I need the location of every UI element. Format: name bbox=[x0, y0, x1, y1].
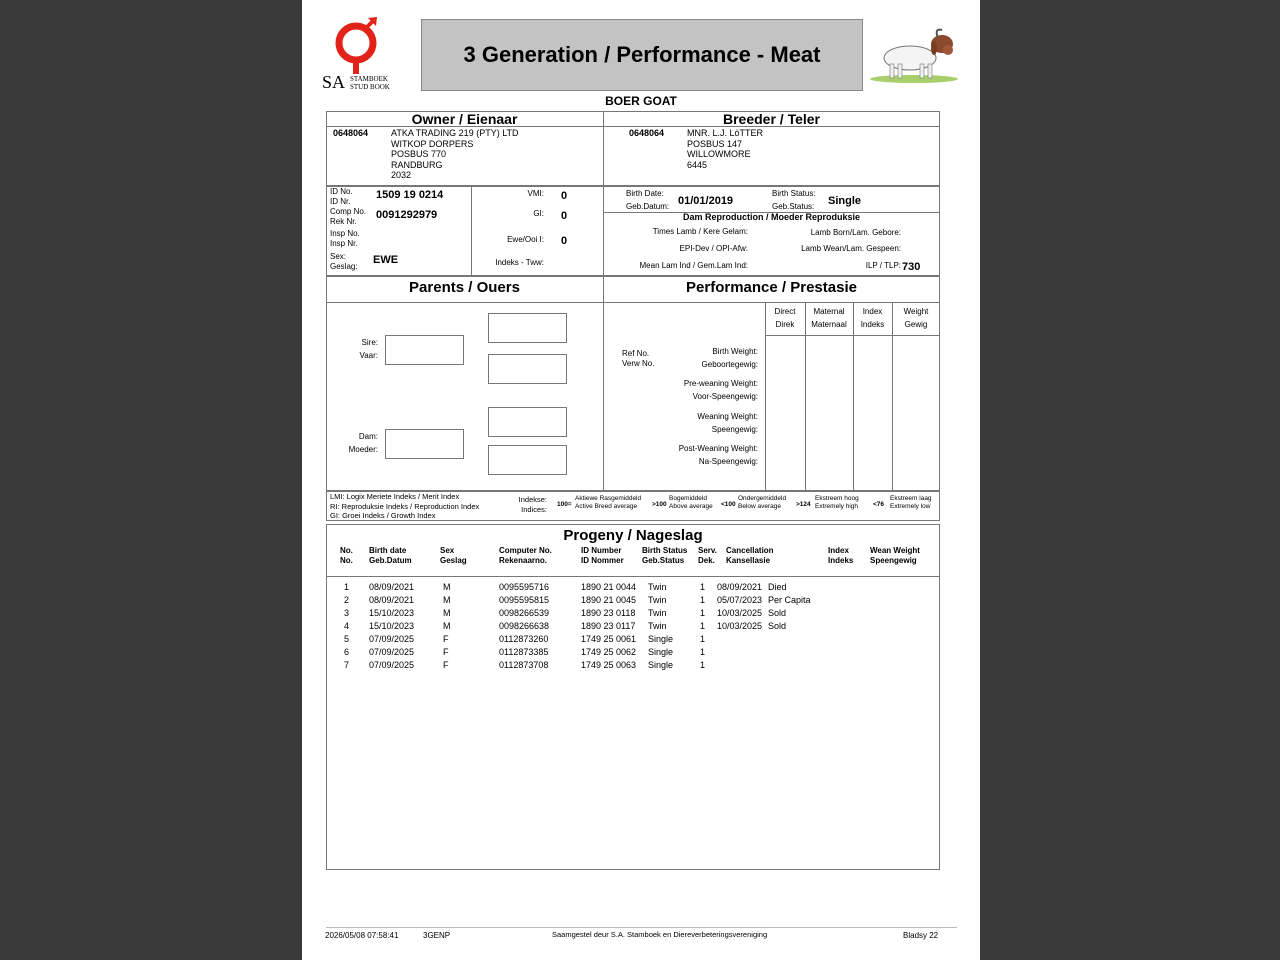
progeny-cell-id-number: 1890 23 0118 bbox=[581, 608, 636, 618]
progeny-cell-serv: 1 bbox=[700, 660, 706, 670]
gi-label: GI: bbox=[533, 209, 544, 218]
birth-status-label: Birth Status: Geb.Status: bbox=[772, 189, 816, 211]
breeder-number: 0648064 bbox=[629, 128, 665, 138]
progeny-cell-birth-status: Single bbox=[648, 660, 674, 670]
progeny-cell-id-number: 1749 25 0061 bbox=[581, 634, 637, 644]
insp-label: Insp No. Insp Nr. bbox=[330, 229, 360, 248]
ref-no-label: Ref No. Verw No. bbox=[622, 349, 655, 368]
progeny-cell-computer-no: 0098266638 bbox=[499, 621, 550, 631]
document-page bbox=[302, 0, 980, 960]
legend-code-ext-high: >124 bbox=[796, 501, 811, 508]
birth-date-value: 01/01/2019 bbox=[678, 195, 734, 207]
perf-row-postweaning: Post-Weaning Weight: Na-Speengewig: bbox=[678, 444, 758, 466]
id-value: 1509 19 0214 bbox=[376, 189, 444, 201]
parents-heading: Parents / Ouers bbox=[409, 279, 520, 296]
progeny-cell-sex: M bbox=[443, 608, 451, 618]
breed-label: BOER GOAT bbox=[605, 94, 677, 108]
legend-desc-ext-low: Ekstreem laag Extremely low bbox=[890, 495, 932, 510]
id-label: ID No. ID Nr. bbox=[330, 187, 353, 206]
progeny-cell-no: 3 bbox=[344, 608, 350, 618]
progeny-cell-computer-no: 0098266539 bbox=[499, 608, 550, 618]
birth-status-value: Single bbox=[828, 195, 862, 207]
sex-value: EWE bbox=[373, 254, 399, 266]
progeny-header-row: No. No. Birth date Geb.Datum Sex Geslag Computer No. Rekenaarno. ID Number ID Nommer Birth Status Geb.Status Serv. Dek. Cancellation Kansellasie Index Indeks Wean Weight Speengewig bbox=[340, 546, 920, 565]
footer-timestamp: 2026/05/08 07:58:41 bbox=[325, 931, 399, 940]
logo-symbol-icon bbox=[322, 16, 402, 76]
progeny-rows bbox=[326, 581, 940, 681]
progeny-cell-id-number: 1749 25 0063 bbox=[581, 660, 637, 670]
progeny-cell-sex: M bbox=[443, 621, 451, 631]
progeny-cell-birth-status: Twin bbox=[648, 621, 667, 631]
dam-label: Dam: Moeder: bbox=[348, 432, 378, 454]
times-lamb-label: Times Lamb / Kere Gelam: bbox=[652, 227, 748, 236]
mean-lam-label: Mean Lam Ind / Gem.Lam Ind: bbox=[639, 261, 748, 270]
progeny-cell-id-number: 1890 21 0044 bbox=[581, 582, 637, 592]
owner-number: 0648064 bbox=[333, 128, 369, 138]
legend-code-ext-low: <76 bbox=[873, 501, 885, 508]
table-row bbox=[326, 581, 938, 594]
progeny-cell-sex: F bbox=[443, 660, 449, 670]
footer-page-number: Bladsy 22 bbox=[903, 931, 939, 940]
progeny-cell-serv: 1 bbox=[700, 582, 706, 592]
progeny-cell-cancel-date: 10/03/2025 bbox=[717, 608, 763, 618]
progeny-cell-serv: 1 bbox=[700, 621, 706, 631]
table-row bbox=[326, 594, 938, 607]
progeny-cell-no: 2 bbox=[344, 595, 350, 605]
perf-row-birth: Birth Weight: Geboortegewig: bbox=[701, 347, 758, 369]
col-maternal: Maternal Maternaal bbox=[811, 307, 847, 329]
table-row bbox=[326, 607, 938, 620]
col-direct: Direct Direk bbox=[774, 307, 796, 329]
table-row bbox=[326, 646, 938, 659]
progeny-cell-no: 7 bbox=[344, 660, 350, 670]
progeny-cell-birth-date: 07/09/2025 bbox=[369, 647, 415, 657]
progeny-cell-birth-date: 15/10/2023 bbox=[369, 608, 415, 618]
legend-indices-label: Indekse: Indices: bbox=[518, 495, 547, 514]
logo-line-2: STUD BOOK bbox=[350, 83, 390, 91]
ewe-value: 0 bbox=[561, 235, 568, 247]
vmi-value: 0 bbox=[561, 190, 568, 202]
sire-label: Sire: Vaar: bbox=[359, 338, 378, 360]
sire-sire-box bbox=[488, 313, 567, 343]
title-banner bbox=[421, 19, 863, 91]
progeny-cell-no: 5 bbox=[344, 634, 350, 644]
dam-box bbox=[385, 429, 464, 459]
legend-code-above: >100 bbox=[652, 501, 667, 508]
col-weight: Weight Gewig bbox=[903, 307, 929, 329]
legend-desc-below: Ondergemiddeld Below average bbox=[738, 495, 787, 510]
epi-dev-label: EPI-Dev / OPI-Afw: bbox=[679, 244, 748, 253]
legend-desc-ext-high: Ekstreem hoog Extremely high bbox=[815, 495, 859, 510]
dam-sire-box bbox=[488, 407, 567, 437]
progeny-cell-birth-status: Twin bbox=[648, 595, 667, 605]
ilp-label: ILP / TLP: bbox=[865, 261, 901, 270]
progeny-cell-birth-date: 07/09/2025 bbox=[369, 634, 415, 644]
progeny-cell-birth-date: 08/09/2021 bbox=[369, 595, 415, 605]
indeks-label: Indeks - Tww: bbox=[495, 258, 544, 267]
birth-date-label: Birth Date: Geb.Datum: bbox=[626, 189, 670, 211]
footer-report-code: 3GENP bbox=[423, 931, 451, 940]
progeny-cell-cancel-reason: Per Capita bbox=[768, 595, 811, 605]
col-index: Index Indeks bbox=[860, 307, 885, 329]
dam-dam-box bbox=[488, 445, 567, 475]
progeny-cell-birth-date: 08/09/2021 bbox=[369, 582, 415, 592]
progeny-cell-birth-status: Twin bbox=[648, 582, 667, 592]
gi-value: 0 bbox=[561, 210, 568, 222]
table-row bbox=[326, 659, 938, 672]
sa-studbook-logo bbox=[322, 16, 402, 94]
progeny-cell-computer-no: 0112873708 bbox=[499, 660, 549, 670]
breeder-address: MNR. L.J. LöTTER POSBUS 147 WILLOWMORE 6445 bbox=[687, 128, 764, 170]
progeny-cell-cancel-date: 05/07/2023 bbox=[717, 595, 763, 605]
goat-image bbox=[868, 24, 964, 84]
progeny-heading: Progeny / Nageslag bbox=[563, 527, 703, 544]
progeny-cell-id-number: 1749 25 0062 bbox=[581, 647, 637, 657]
lamb-born-label: Lamb Born/Lam. Gebore: bbox=[810, 228, 901, 237]
progeny-cell-birth-date: 15/10/2023 bbox=[369, 621, 415, 631]
progeny-cell-sex: F bbox=[443, 634, 449, 644]
comp-value: 0091292979 bbox=[376, 209, 438, 221]
legend-index-defs: LMI: Logix Meriete Indeks / Merit Index RI: Reproduksie Indeks / Reproduction Index GI: Groei Indeks / Growth Index bbox=[330, 492, 480, 520]
progeny-cell-cancel-reason: Sold bbox=[768, 621, 787, 631]
progeny-cell-serv: 1 bbox=[700, 595, 706, 605]
progeny-cell-computer-no: 0112873385 bbox=[499, 647, 549, 657]
progeny-cell-cancel-date: 10/03/2025 bbox=[717, 621, 763, 631]
comp-label: Comp No. Rek Nr. bbox=[330, 207, 367, 226]
progeny-cell-no: 1 bbox=[344, 582, 350, 592]
progeny-cell-birth-status: Twin bbox=[648, 608, 667, 618]
progeny-cell-birth-status: Single bbox=[648, 647, 674, 657]
progeny-cell-computer-no: 0095595716 bbox=[499, 582, 550, 592]
vmi-label: VMI: bbox=[527, 189, 544, 198]
perf-row-weaning: Weaning Weight: Speengewig: bbox=[697, 412, 758, 434]
table-row bbox=[326, 620, 938, 633]
ilp-value: 730 bbox=[902, 261, 921, 273]
perf-row-preweaning: Pre-weaning Weight: Voor-Speengewig: bbox=[683, 379, 758, 401]
lamb-wean-label: Lamb Wean/Lam. Gespeen: bbox=[801, 244, 901, 253]
progeny-cell-cancel-reason: Died bbox=[768, 582, 787, 592]
progeny-cell-computer-no: 0112873260 bbox=[499, 634, 549, 644]
legend-desc-100: Aktiewe Rasgemiddeld Active Breed average bbox=[575, 495, 642, 510]
legend-desc-above: Bogemiddeld Above average bbox=[669, 495, 713, 510]
progeny-cell-serv: 1 bbox=[700, 634, 706, 644]
logo-line-1: STAMBOEK bbox=[350, 75, 388, 83]
owner-address: ATKA TRADING 219 (PTY) LTD WITKOP DORPERS POSBUS 770 RANDBURG 2032 bbox=[391, 128, 519, 180]
progeny-cell-id-number: 1890 23 0117 bbox=[581, 621, 636, 631]
progeny-cell-sex: F bbox=[443, 647, 449, 657]
progeny-cell-birth-date: 07/09/2025 bbox=[369, 660, 415, 670]
progeny-cell-no: 6 bbox=[344, 647, 350, 657]
performance-heading: Performance / Prestasie bbox=[686, 279, 857, 296]
sire-dam-box bbox=[488, 354, 567, 384]
progeny-cell-sex: M bbox=[443, 595, 451, 605]
footer-compiled-by: Saamgestel deur S.A. Stamboek en Diereverbeteringsvereniging bbox=[552, 930, 768, 939]
sire-box bbox=[385, 335, 464, 365]
progeny-cell-cancel-date: 08/09/2021 bbox=[717, 582, 763, 592]
page-title: 3 Generation / Performance - Meat bbox=[463, 42, 821, 67]
progeny-cell-serv: 1 bbox=[700, 608, 706, 618]
dam-repro-heading: Dam Reproduction / Moeder Reproduksie bbox=[682, 212, 861, 222]
legend-code-below: <100 bbox=[721, 501, 736, 508]
logo-sa-text: SA bbox=[322, 72, 346, 92]
progeny-cell-cancel-reason: Sold bbox=[768, 608, 787, 618]
legend-code-100: 100= bbox=[557, 501, 572, 508]
owner-heading: Owner / Eienaar bbox=[411, 111, 518, 127]
progeny-cell-sex: M bbox=[443, 582, 451, 592]
progeny-cell-serv: 1 bbox=[700, 647, 706, 657]
progeny-cell-birth-status: Single bbox=[648, 634, 674, 644]
breeder-heading: Breeder / Teler bbox=[722, 111, 820, 127]
sex-label: Sex: Geslag: bbox=[330, 252, 358, 271]
table-row bbox=[326, 633, 938, 646]
progeny-cell-id-number: 1890 21 0045 bbox=[581, 595, 637, 605]
ewe-label: Ewe/Ooi I: bbox=[507, 235, 544, 244]
progeny-cell-computer-no: 0095595815 bbox=[499, 595, 550, 605]
progeny-cell-no: 4 bbox=[344, 621, 350, 631]
